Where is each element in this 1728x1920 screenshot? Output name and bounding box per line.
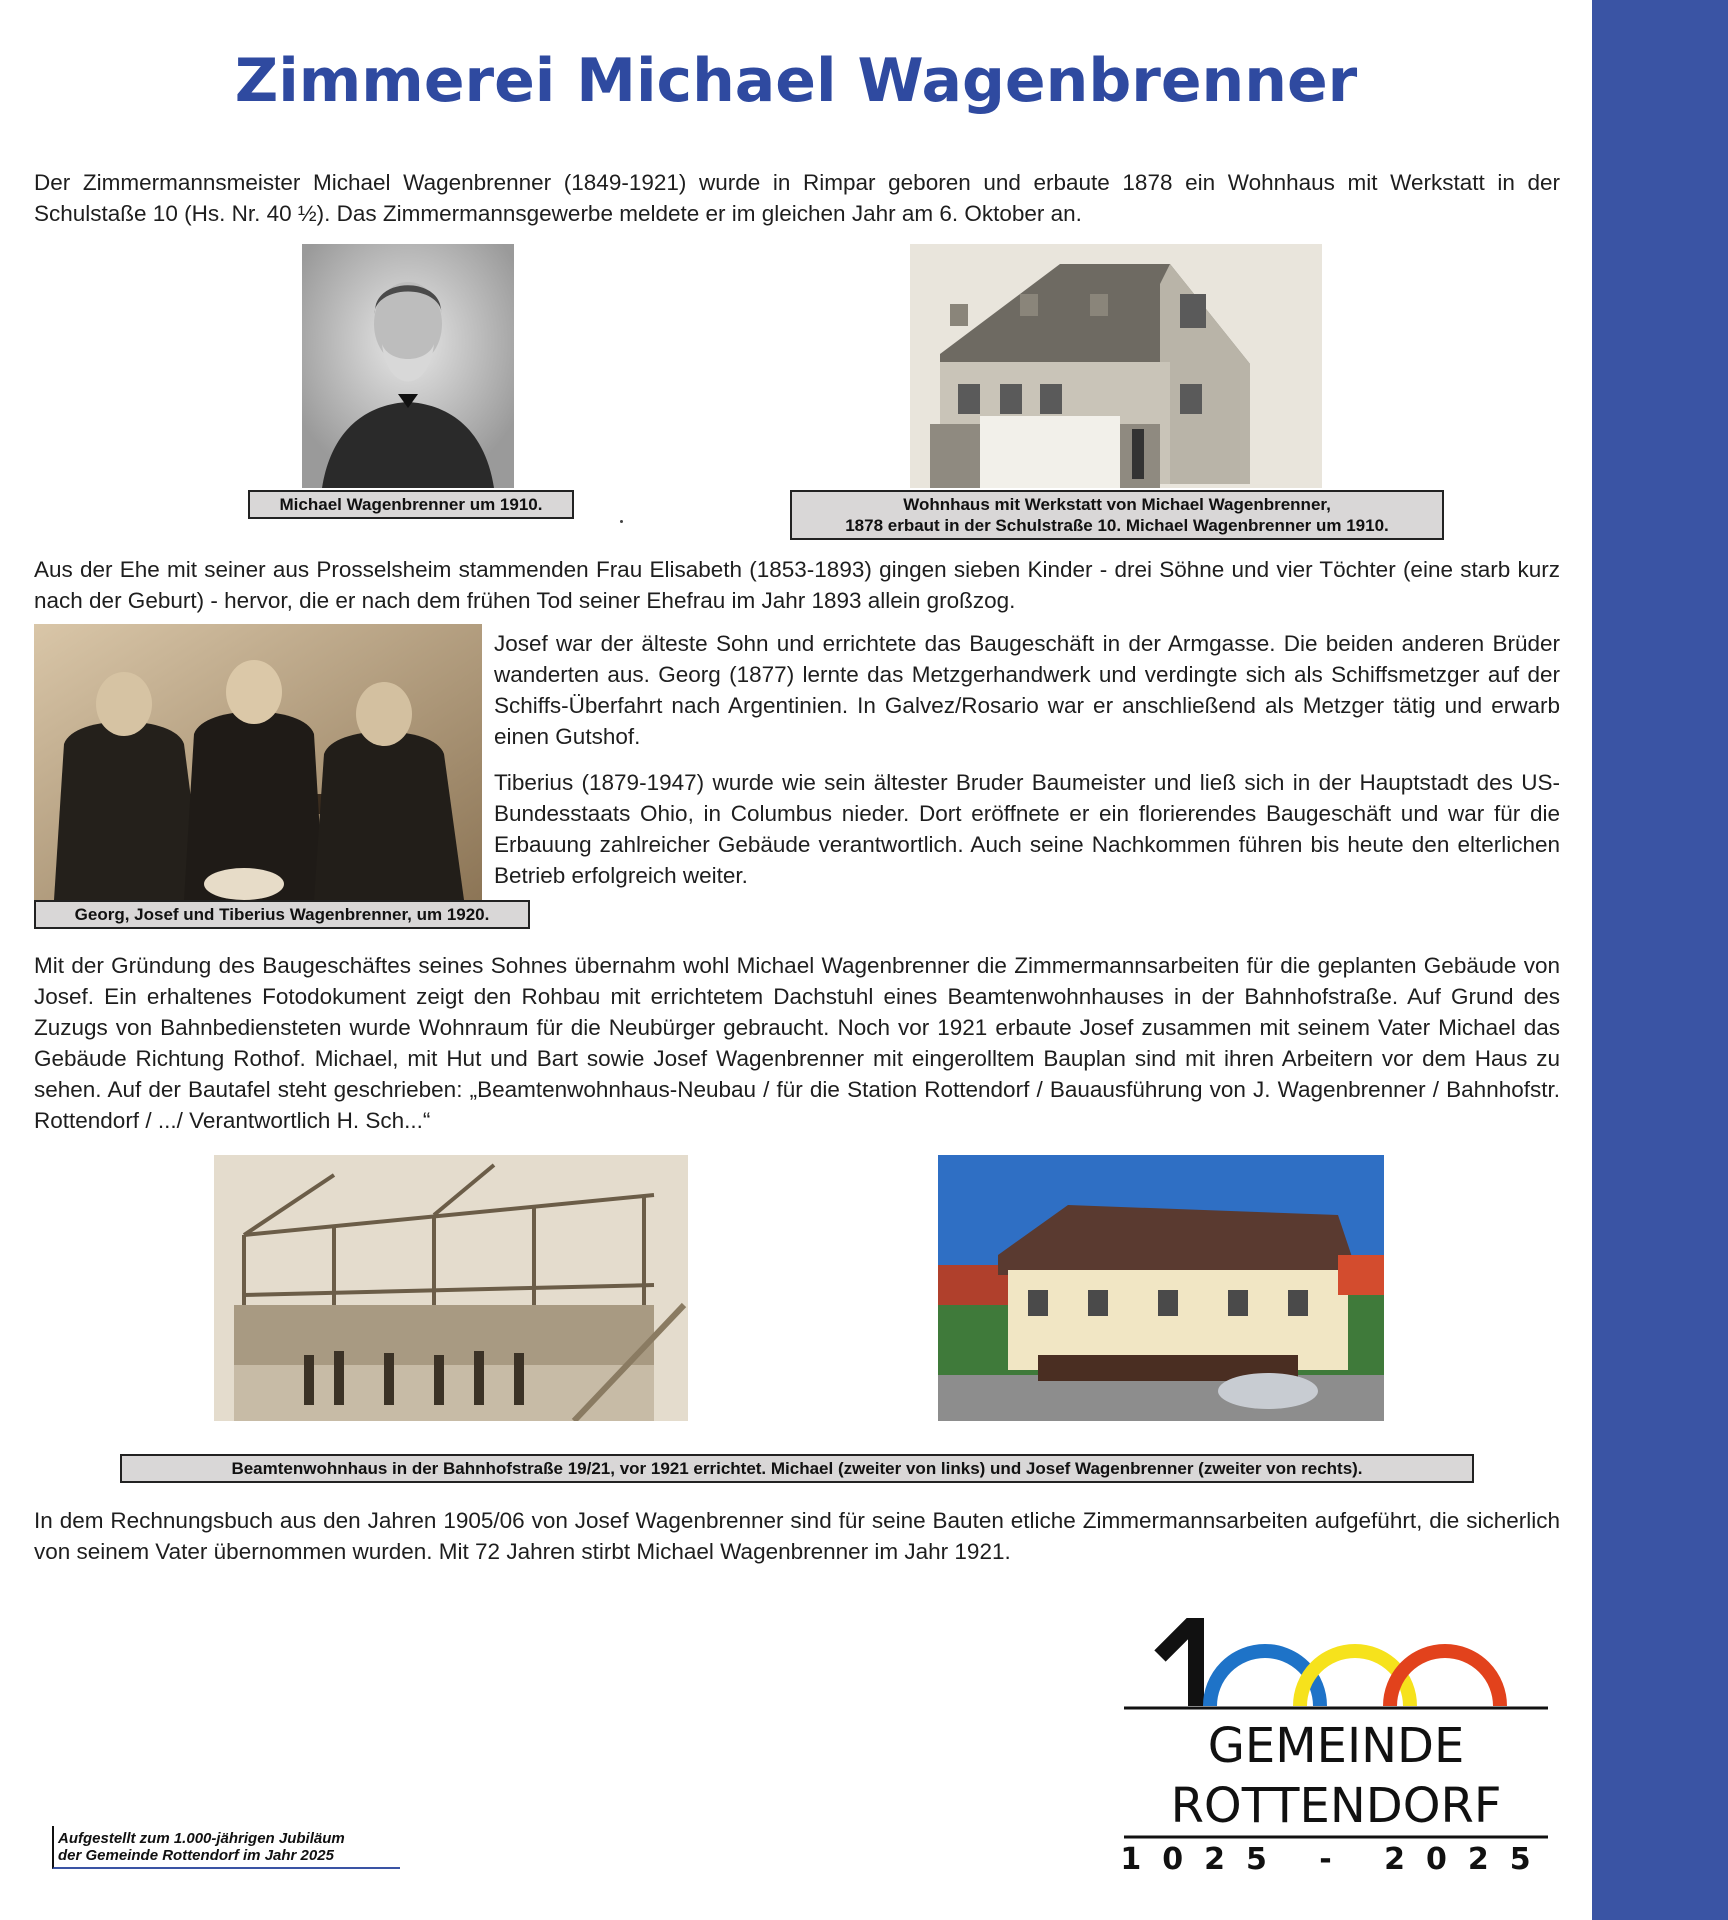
jubilee-note: Aufgestellt zum 1.000-jährigen Jubiläum der Gemeinde Rottendorf im Jahr 2025 xyxy=(52,1826,400,1869)
paragraph-rechnungsbuch: In dem Rechnungsbuch aus den Jahren 1905/06 von Josef Wagenbrenner sind für seine Bauten etliche Zimmermannsarbeiten aufgeführt, die sicherlich von seinem Vater übernommen wurden. Mit 72 Jahren stirbt Michael Wagenbrenner im Jahr 1921. xyxy=(34,1508,1560,1564)
logo-years: 1025 - 2025 xyxy=(1120,1842,1552,1877)
paragraph-family: Aus der Ehe mit seiner aus Prosselsheim stammenden Frau Elisabeth (1853-1893) gingen sieben Kinder - drei Söhne und vier Töchter (eine starb kurz nach der Geburt) - hervor, die er nach dem frühen Tod seiner Ehefrau im Jahr 1893 allein großzog. xyxy=(34,557,1560,613)
logo-text-gemeinde: GEMEINDE xyxy=(1207,1718,1465,1774)
construction-photo xyxy=(214,1155,688,1421)
stray-dot xyxy=(620,520,623,523)
logo-text-rottendorf: ROTTENDORF xyxy=(1170,1778,1502,1834)
brothers-photo xyxy=(34,624,482,900)
page-title: Zimmerei Michael Wagenbrenner xyxy=(234,46,1358,116)
modern-house-photo xyxy=(938,1155,1384,1421)
house-photo xyxy=(910,244,1322,488)
gemeinde-rottendorf-logo xyxy=(1120,1618,1552,1880)
paragraph-tiberius: Tiberius (1879-1947) wurde wie sein ältester Bruder Baumeister und ließ sich in der Hauptstadt des US-Bundesstaats Ohio, in Columbus nieder. Dort eröffnete er ein florierendes Baugeschäft und war für die Erbauung zahlreicher Gebäude verantwortlich. Auch seine Nachkommen führen bis heute den elterlichen Betrieb erfolgreich weiter. xyxy=(494,770,1560,888)
paragraph-josef-georg: Josef war der älteste Sohn und errichtete das Baugeschäft in der Armgasse. Die beiden anderen Brüder wanderten aus. Georg (1877) lernte das Metzgerhandwerk und verdingte sich als Schiffsmetzger auf der Schiffs-Überfahrt nach Argentinien. In Galvez/Rosario war er anschließend als Metzger tätig und erwarb einen Gutshof. xyxy=(494,631,1560,749)
portrait-photo xyxy=(302,244,514,488)
blue-sidebar xyxy=(1592,0,1728,1920)
brothers-caption: Georg, Josef und Tiberius Wagenbrenner, um 1920. xyxy=(34,900,530,929)
beamtenhaus-caption: Beamtenwohnhaus in der Bahnhofstraße 19/21, vor 1921 errichtet. Michael (zweiter von links) und Josef Wagenbrenner (zweiter von rechts). xyxy=(120,1454,1474,1483)
paragraph-baugeschaeft: Mit der Gründung des Baugeschäftes seines Sohnes übernahm wohl Michael Wagenbrenner die Zimmermannsarbeiten für die geplanten Gebäude von Josef. Ein erhaltenes Fotodokument zeigt den Rohbau mit errichtetem Dachstuhl eines Beamtenwohnhauses in der Bahnhofstraße. Auf Grund des Zuzugs von Bahnbediensteten wurde Wohnraum für die Neubürger gebraucht. Noch vor 1921 erbaute Josef zusammen mit seinem Vater Michael das Gebäude Richtung Rothof. Michael, mit Hut und Bart sowie Josef Wagenbrenner mit eingerolltem Bauplan sind mit ihren Arbeitern vor dem Haus zu sehen. Auf der Bautafel steht geschrieben: „Beamtenwohnhaus-Neubau / für die Station Rottendorf / Bauausführung von J. Wagenbrenner / Bahnhofstr. Rottendorf / .../ Verantwortlich H. Sch...“ xyxy=(34,953,1560,1133)
house-caption: Wohnhaus mit Werkstatt von Michael Wagenbrenner, 1878 erbaut in der Schulstraße 10. Michael Wagenbrenner um 1910. xyxy=(790,490,1444,540)
portrait-caption: Michael Wagenbrenner um 1910. xyxy=(248,490,574,519)
paragraph-intro: Der Zimmermannsmeister Michael Wagenbrenner (1849-1921) wurde in Rimpar geboren und erbaute 1878 ein Wohnhaus mit Werkstatt in der Schulstaße 10 (Hs. Nr. 40 ½). Das Zimmermannsgewerbe meldete er im gleichen Jahr am 6. Oktober an. xyxy=(34,170,1560,226)
